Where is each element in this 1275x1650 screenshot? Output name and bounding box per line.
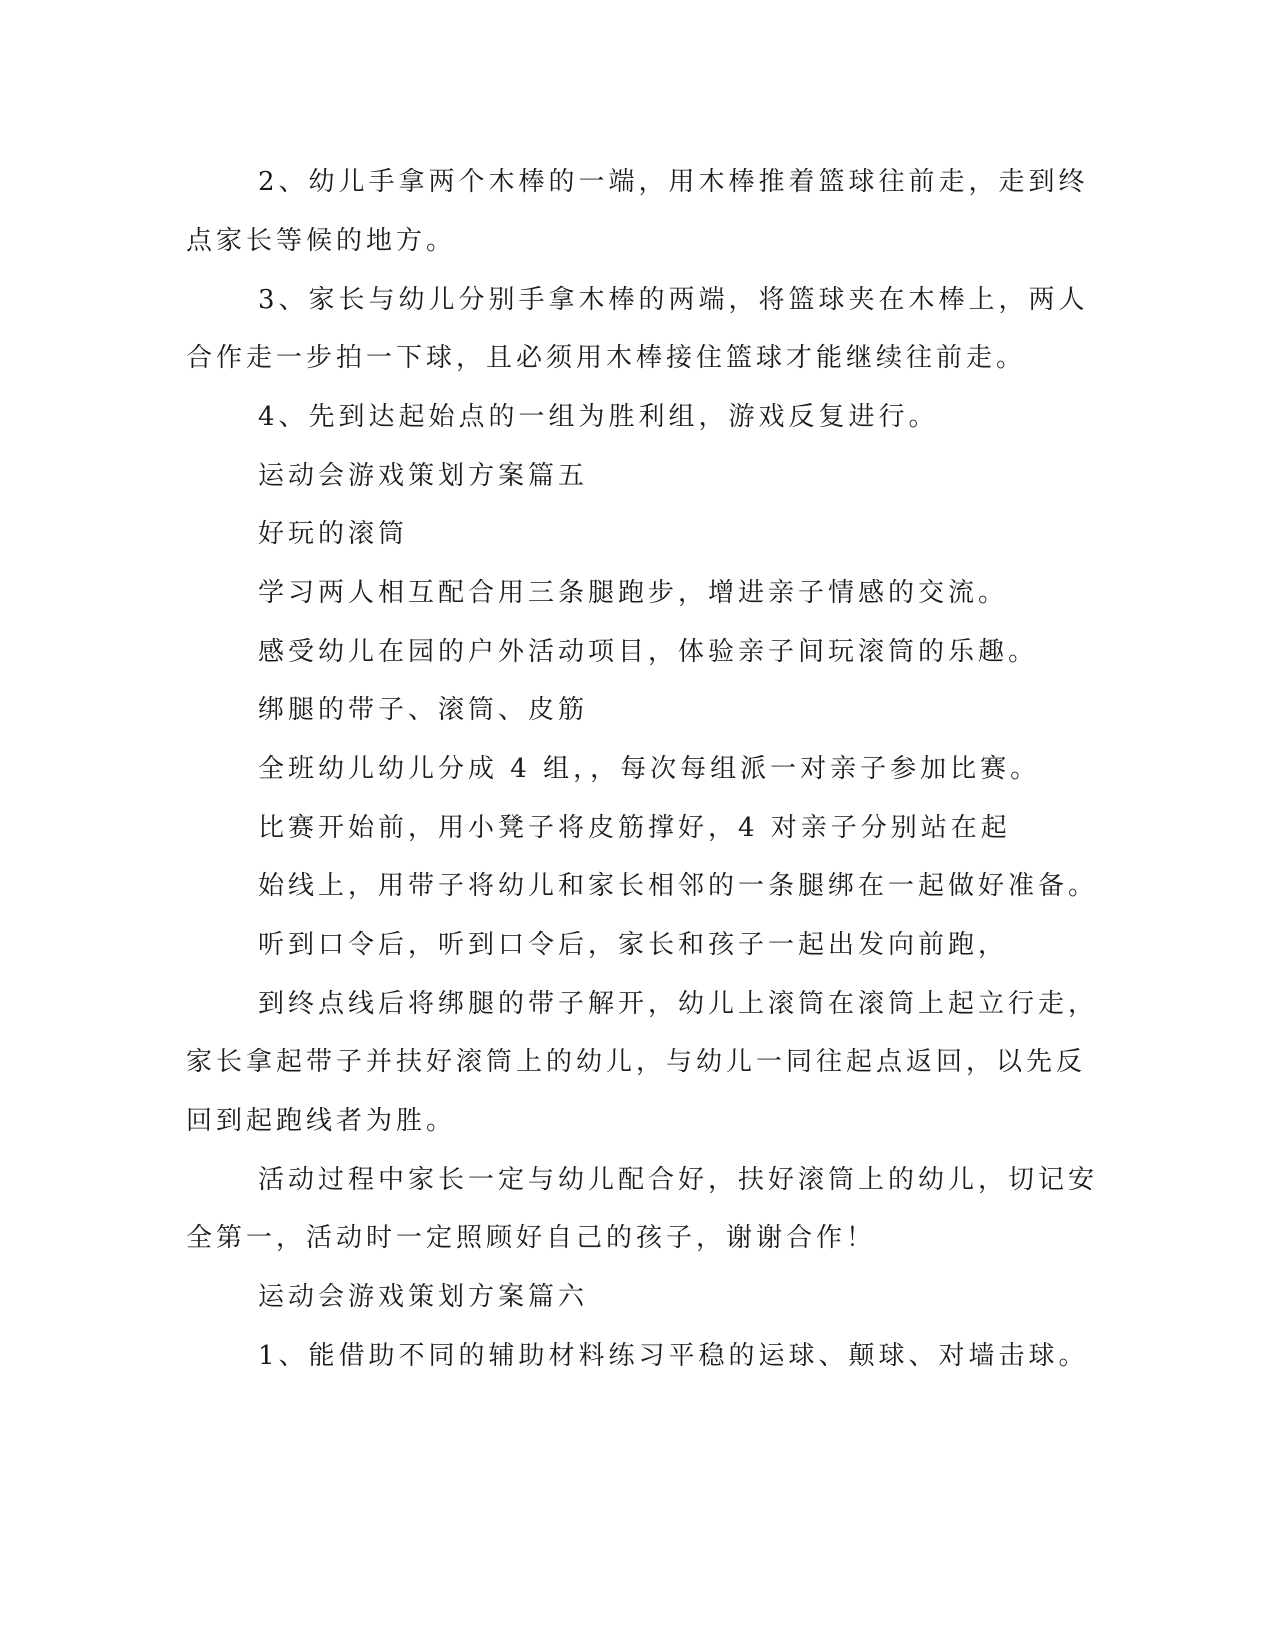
paragraph-line: 到终点线后将绑腿的带子解开，幼儿上滚筒在滚筒上起立行走， [258, 989, 1099, 1019]
paragraph-line: 全班幼儿幼儿分成 4 组，，每次每组派一对亲子参加比赛。 [258, 754, 1041, 784]
paragraph-line: 绑腿的带子、滚筒、皮筋 [258, 695, 589, 725]
paragraph-line: 1、能借助不同的辅助材料练习平稳的运球、颠球、对墙击球。 [258, 1341, 1089, 1371]
paragraph-line: 好玩的滚筒 [258, 519, 409, 549]
paragraph-line: 合作走一步拍一下球，且必须用木棒接住篮球才能继续往前走。 [186, 343, 1027, 373]
paragraph-line: 学习两人相互配合用三条腿跑步，增进亲子情感的交流。 [258, 578, 1009, 608]
paragraph-line: 活动过程中家长一定与幼儿配合好，扶好滚筒上的幼儿，切记安 [258, 1165, 1099, 1195]
paragraph-line: 点家长等候的地方。 [186, 226, 457, 256]
section-heading: 运动会游戏策划方案篇五 [258, 461, 589, 491]
paragraph-line: 听到口令后，听到口令后，家长和孩子一起出发向前跑， [258, 930, 1009, 960]
section-heading: 运动会游戏策划方案篇六 [258, 1282, 589, 1312]
paragraph-line: 感受幼儿在园的户外活动项目，体验亲子间玩滚筒的乐趣。 [258, 637, 1039, 667]
paragraph-line: 比赛开始前，用小凳子将皮筋撑好，4 对亲子分别站在起 [258, 813, 1011, 843]
paragraph-line: 回到起跑线者为胜。 [186, 1106, 457, 1136]
paragraph-line: 全第一，活动时一定照顾好自己的孩子，谢谢合作！ [186, 1223, 877, 1253]
paragraph-line: 2、幼儿手拿两个木棒的一端，用木棒推着篮球往前走，走到终 [258, 167, 1089, 197]
paragraph-line: 3、家长与幼儿分别手拿木棒的两端，将篮球夹在木棒上，两人 [258, 285, 1089, 315]
paragraph-line: 4、先到达起始点的一组为胜利组，游戏反复进行。 [258, 402, 939, 432]
paragraph-line: 始线上，用带子将幼儿和家长相邻的一条腿绑在一起做好准备。 [258, 871, 1099, 901]
paragraph-line: 家长拿起带子并扶好滚筒上的幼儿，与幼儿一同往起点返回，以先反 [186, 1047, 1087, 1077]
